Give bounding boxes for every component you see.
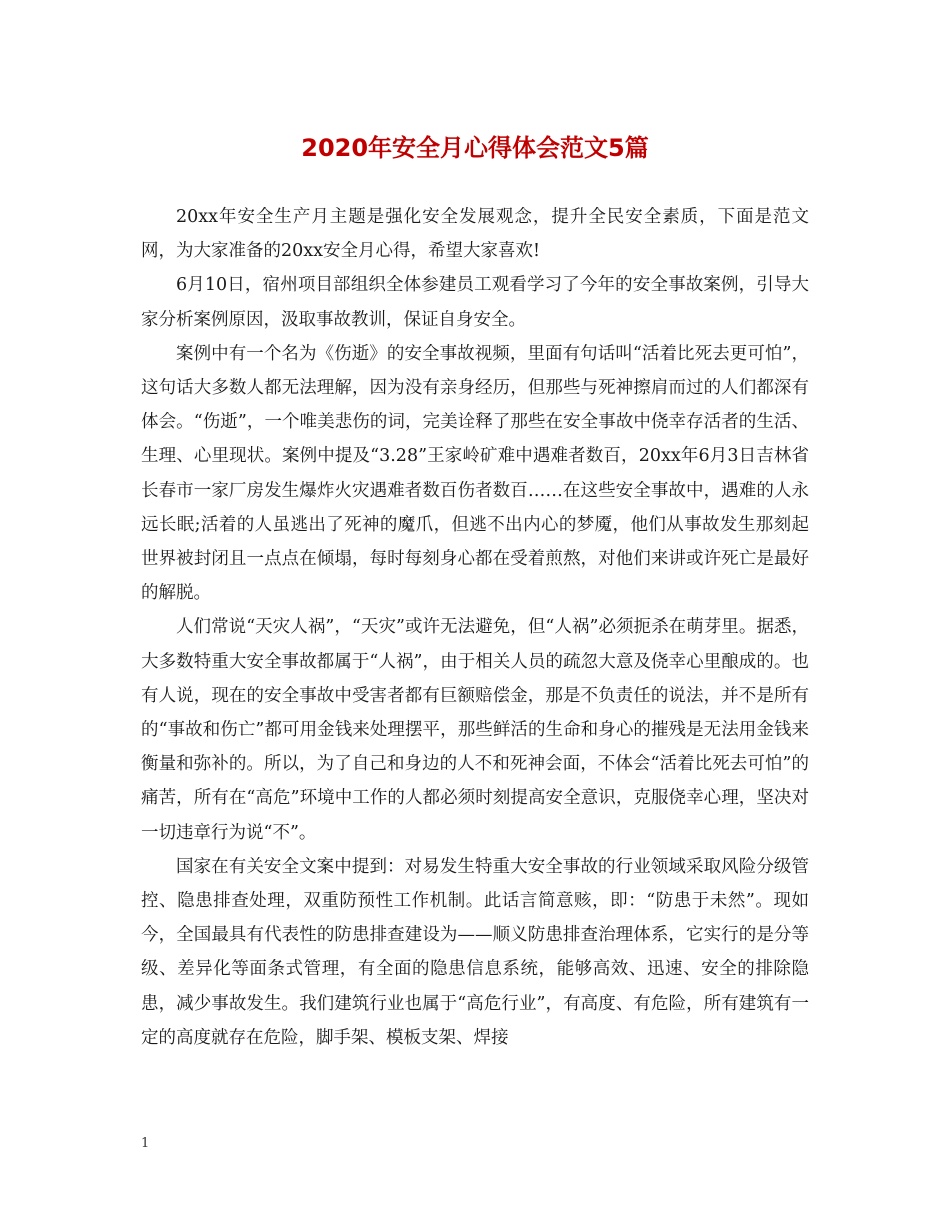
- document-body: [141, 200, 809, 1055]
- paragraph: 6月10日，宿州项目部组织全体参建员工观看学习了今年的安全事故案例，引导大家分析案例原因，汲取事故教训，保证自身安全。: [141, 275, 809, 330]
- paragraph: 国家在有关安全文案中提到：对易发生特重大安全事故的行业领域采取风险分级管控、隐患排查处理，双重防预性工作机制。此话言简意赅，即：“防患于未然”。现如今，全国最具有代表性的防患排查建设为——顺义防患排查治理体系，它实行的是分等级、差异化等面条式管理，有全面的隐患信息系统，能够高效、迅速、安全的排除隐患，减少事故发生。我们建筑行业也属于“高危行业”，有高度、有危险，所有建筑有一定的高度就存在危险，脚手架、模板支架、焊接: [141, 856, 809, 1048]
- paragraph: 案例中有一个名为《伤逝》的安全事故视频，里面有句话叫“活着比死去更可怕”，这句话大多数人都无法理解，因为没有亲身经历，但那些与死神擦肩而过的人们都深有体会。“伤逝”，一个唯美悲伤的词，完美诠释了那些在安全事故中侥幸存活者的生活、生理、心里现状。案例中提及“3.28”王家岭矿难中遇难者数百，20xx年6月3日吉林省长春市一家厂房发生爆炸火灾遇难者数百伤者数百……在这些安全事故中，遇难的人永远长眠;活着的人虽逃出了死神的魔爪，但逃不出内心的梦魇，他们从事故发生那刻起世界被封闭且一点点在倾塌，每时每刻身心都在受着煎熬，对他们来讲或许死亡是最好的解脱。: [141, 343, 809, 604]
- document-title: 2020年安全月心得体会范文5篇: [301, 134, 649, 162]
- paragraph: 人们常说“天灾人祸”，“天灾”或许无法避免，但“人祸”必须扼杀在萌芽里。据悉，大多数特重大安全事故都属于“人祸”，由于相关人员的疏忽大意及侥幸心里酿成的。也有人说，现在的安全事故中受害者都有巨额赔偿金，那是不负责任的说法，并不是所有的“事故和伤亡”都可用金钱来处理摆平，那些鲜活的生命和身心的摧残是无法用金钱来衡量和弥补的。所以，为了自己和身边的人不和死神会面，不体会“活着比死去可怕”的痛苦，所有在“高危”环境中工作的人都必须时刻提高安全意识，克服侥幸心理，坚决对一切违章行为说“不”。: [141, 617, 809, 843]
- paragraph: 20xx年安全生产月主题是强化安全发展观念，提升全民安全素质，下面是范文网，为大家准备的20xx安全月心得，希望大家喜欢!: [141, 207, 809, 262]
- page-number: 1: [141, 1136, 150, 1151]
